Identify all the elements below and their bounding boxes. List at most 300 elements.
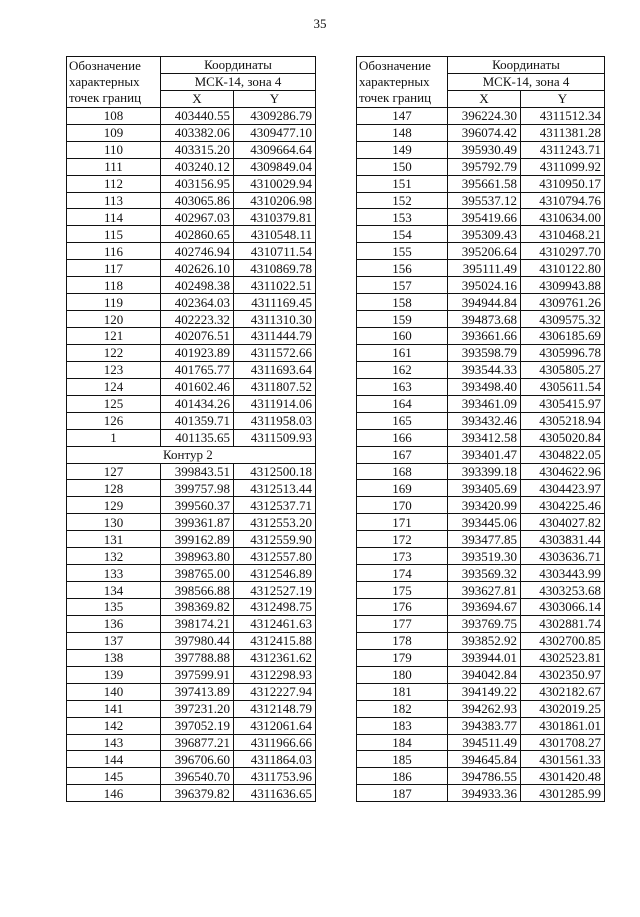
x-coordinate-cell: 398963.80 bbox=[161, 548, 234, 565]
point-id-cell: 169 bbox=[357, 480, 448, 497]
table-row bbox=[357, 277, 605, 294]
point-id-cell: 185 bbox=[357, 751, 448, 768]
table-row bbox=[67, 294, 316, 311]
table-row bbox=[357, 531, 605, 548]
point-id-cell: 108 bbox=[67, 107, 161, 124]
point-id-cell: 133 bbox=[67, 565, 161, 582]
header-x: X bbox=[161, 90, 234, 107]
x-coordinate-cell: 397231.20 bbox=[161, 700, 234, 717]
table-row bbox=[67, 209, 316, 226]
table-row bbox=[357, 294, 605, 311]
table-row bbox=[357, 666, 605, 683]
y-coordinate-cell: 4309849.04 bbox=[234, 158, 316, 175]
x-coordinate-cell: 395111.49 bbox=[448, 260, 521, 277]
point-id-cell: 161 bbox=[357, 344, 448, 361]
y-coordinate-cell: 4306185.69 bbox=[521, 328, 605, 345]
table-row bbox=[67, 599, 316, 616]
table-row bbox=[357, 649, 605, 666]
x-coordinate-cell: 394944.84 bbox=[448, 294, 521, 311]
header-point-label: Обозначение характерных точек границ bbox=[67, 57, 161, 108]
x-coordinate-cell: 401923.89 bbox=[161, 344, 234, 361]
point-id-cell: 143 bbox=[67, 734, 161, 751]
table-row bbox=[67, 175, 316, 192]
point-id-cell: 149 bbox=[357, 141, 448, 158]
point-id-cell: 137 bbox=[67, 632, 161, 649]
point-id-cell: 145 bbox=[67, 768, 161, 785]
table-row bbox=[357, 734, 605, 751]
x-coordinate-cell: 396074.42 bbox=[448, 124, 521, 141]
table-row bbox=[67, 260, 316, 277]
x-coordinate-cell: 403315.20 bbox=[161, 141, 234, 158]
y-coordinate-cell: 4302881.74 bbox=[521, 615, 605, 632]
point-id-cell: 162 bbox=[357, 361, 448, 378]
point-id-cell: 119 bbox=[67, 294, 161, 311]
y-coordinate-cell: 4312298.93 bbox=[234, 666, 316, 683]
table-row bbox=[357, 446, 605, 463]
point-id-cell: 170 bbox=[357, 497, 448, 514]
point-id-cell: 160 bbox=[357, 328, 448, 345]
point-id-cell: 180 bbox=[357, 666, 448, 683]
point-id-cell: 109 bbox=[67, 124, 161, 141]
x-coordinate-cell: 395792.79 bbox=[448, 158, 521, 175]
coordinates-table-right bbox=[356, 56, 605, 802]
y-coordinate-cell: 4304622.96 bbox=[521, 463, 605, 480]
x-coordinate-cell: 399560.37 bbox=[161, 497, 234, 514]
y-coordinate-cell: 4301861.01 bbox=[521, 717, 605, 734]
table-row bbox=[357, 615, 605, 632]
y-coordinate-cell: 4309761.26 bbox=[521, 294, 605, 311]
point-id-cell: 121 bbox=[67, 328, 161, 345]
x-coordinate-cell: 395419.66 bbox=[448, 209, 521, 226]
x-coordinate-cell: 393944.01 bbox=[448, 649, 521, 666]
x-coordinate-cell: 399361.87 bbox=[161, 514, 234, 531]
y-coordinate-cell: 4309664.64 bbox=[234, 141, 316, 158]
x-coordinate-cell: 402364.03 bbox=[161, 294, 234, 311]
y-coordinate-cell: 4311864.03 bbox=[234, 751, 316, 768]
x-coordinate-cell: 395930.49 bbox=[448, 141, 521, 158]
table-row bbox=[67, 158, 316, 175]
y-coordinate-cell: 4310122.80 bbox=[521, 260, 605, 277]
table-row bbox=[67, 328, 316, 345]
point-id-cell: 171 bbox=[357, 514, 448, 531]
table-row bbox=[67, 124, 316, 141]
table-row bbox=[357, 395, 605, 412]
point-id-cell: 141 bbox=[67, 700, 161, 717]
coordinates-table-left bbox=[66, 56, 316, 802]
y-coordinate-cell: 4311310.30 bbox=[234, 311, 316, 328]
x-coordinate-cell: 401602.46 bbox=[161, 378, 234, 395]
table-row bbox=[67, 141, 316, 158]
table-row bbox=[357, 243, 605, 260]
x-coordinate-cell: 394873.68 bbox=[448, 311, 521, 328]
y-coordinate-cell: 4303443.99 bbox=[521, 565, 605, 582]
page-number: 35 bbox=[313, 16, 327, 31]
y-coordinate-cell: 4309286.79 bbox=[234, 107, 316, 124]
x-coordinate-cell: 396540.70 bbox=[161, 768, 234, 785]
point-id-cell: 177 bbox=[357, 615, 448, 632]
point-id-cell: 150 bbox=[357, 158, 448, 175]
x-coordinate-cell: 397788.88 bbox=[161, 649, 234, 666]
point-id-cell: 158 bbox=[357, 294, 448, 311]
table-row bbox=[67, 768, 316, 785]
y-coordinate-cell: 4312513.44 bbox=[234, 480, 316, 497]
y-coordinate-cell: 4311243.71 bbox=[521, 141, 605, 158]
x-coordinate-cell: 397599.91 bbox=[161, 666, 234, 683]
x-coordinate-cell: 393412.58 bbox=[448, 429, 521, 446]
point-id-cell: 135 bbox=[67, 599, 161, 616]
x-coordinate-cell: 393769.75 bbox=[448, 615, 521, 632]
point-id-cell: 175 bbox=[357, 582, 448, 599]
y-coordinate-cell: 4311753.96 bbox=[234, 768, 316, 785]
point-id-cell: 123 bbox=[67, 361, 161, 378]
table-row bbox=[357, 328, 605, 345]
x-coordinate-cell: 393519.30 bbox=[448, 548, 521, 565]
table-row bbox=[67, 785, 316, 802]
table-row bbox=[357, 785, 605, 802]
y-coordinate-cell: 4312553.20 bbox=[234, 514, 316, 531]
x-coordinate-cell: 403065.86 bbox=[161, 192, 234, 209]
point-id-cell: 134 bbox=[67, 582, 161, 599]
table-row bbox=[357, 192, 605, 209]
point-id-cell: 178 bbox=[357, 632, 448, 649]
table-row bbox=[67, 683, 316, 700]
x-coordinate-cell: 401765.77 bbox=[161, 361, 234, 378]
point-id-cell: 182 bbox=[357, 700, 448, 717]
x-coordinate-cell: 394149.22 bbox=[448, 683, 521, 700]
x-coordinate-cell: 403156.95 bbox=[161, 175, 234, 192]
x-coordinate-cell: 394511.49 bbox=[448, 734, 521, 751]
contour-label: Контур 2 bbox=[67, 446, 316, 463]
table-row bbox=[357, 582, 605, 599]
y-coordinate-cell: 4310468.21 bbox=[521, 226, 605, 243]
table-row bbox=[357, 429, 605, 446]
point-id-cell: 184 bbox=[357, 734, 448, 751]
table-row bbox=[357, 209, 605, 226]
point-id-cell: 120 bbox=[67, 311, 161, 328]
y-coordinate-cell: 4303636.71 bbox=[521, 548, 605, 565]
y-coordinate-cell: 4305415.97 bbox=[521, 395, 605, 412]
header-y: Y bbox=[521, 90, 605, 107]
y-coordinate-cell: 4312227.94 bbox=[234, 683, 316, 700]
table-row bbox=[67, 412, 316, 429]
table-row bbox=[357, 158, 605, 175]
point-id-cell: 128 bbox=[67, 480, 161, 497]
x-coordinate-cell: 402967.03 bbox=[161, 209, 234, 226]
y-coordinate-cell: 4312148.79 bbox=[234, 700, 316, 717]
point-id-cell: 116 bbox=[67, 243, 161, 260]
header-y: Y bbox=[234, 90, 316, 107]
point-id-cell: 176 bbox=[357, 599, 448, 616]
point-id-cell: 153 bbox=[357, 209, 448, 226]
point-id-cell: 151 bbox=[357, 175, 448, 192]
table-row bbox=[357, 361, 605, 378]
point-id-cell: 117 bbox=[67, 260, 161, 277]
x-coordinate-cell: 403440.55 bbox=[161, 107, 234, 124]
table-row bbox=[357, 226, 605, 243]
x-coordinate-cell: 393498.40 bbox=[448, 378, 521, 395]
table-row bbox=[67, 734, 316, 751]
point-id-cell: 173 bbox=[357, 548, 448, 565]
x-coordinate-cell: 393852.92 bbox=[448, 632, 521, 649]
y-coordinate-cell: 4311512.34 bbox=[521, 107, 605, 124]
x-coordinate-cell: 397052.19 bbox=[161, 717, 234, 734]
y-coordinate-cell: 4302523.81 bbox=[521, 649, 605, 666]
x-coordinate-cell: 398566.88 bbox=[161, 582, 234, 599]
x-coordinate-cell: 394786.55 bbox=[448, 768, 521, 785]
x-coordinate-cell: 402746.94 bbox=[161, 243, 234, 260]
x-coordinate-cell: 396224.30 bbox=[448, 107, 521, 124]
y-coordinate-cell: 4302350.97 bbox=[521, 666, 605, 683]
x-coordinate-cell: 401135.65 bbox=[161, 429, 234, 446]
point-id-cell: 147 bbox=[357, 107, 448, 124]
point-id-cell: 181 bbox=[357, 683, 448, 700]
table-row bbox=[357, 514, 605, 531]
y-coordinate-cell: 4310206.98 bbox=[234, 192, 316, 209]
table-row bbox=[357, 311, 605, 328]
header-coords-system: МСК-14, зона 4 bbox=[448, 73, 605, 90]
x-coordinate-cell: 393401.47 bbox=[448, 446, 521, 463]
table-row bbox=[67, 615, 316, 632]
table-row bbox=[357, 344, 605, 361]
y-coordinate-cell: 4311572.66 bbox=[234, 344, 316, 361]
point-id-cell: 179 bbox=[357, 649, 448, 666]
table-row bbox=[357, 463, 605, 480]
x-coordinate-cell: 398765.00 bbox=[161, 565, 234, 582]
point-id-cell: 130 bbox=[67, 514, 161, 531]
x-coordinate-cell: 399843.51 bbox=[161, 463, 234, 480]
table-row bbox=[67, 582, 316, 599]
y-coordinate-cell: 4301708.27 bbox=[521, 734, 605, 751]
x-coordinate-cell: 396877.21 bbox=[161, 734, 234, 751]
x-coordinate-cell: 394262.93 bbox=[448, 700, 521, 717]
table-row bbox=[67, 700, 316, 717]
point-id-cell: 159 bbox=[357, 311, 448, 328]
table-row bbox=[357, 260, 605, 277]
point-id-cell: 113 bbox=[67, 192, 161, 209]
point-id-cell: 156 bbox=[357, 260, 448, 277]
y-coordinate-cell: 4311444.79 bbox=[234, 328, 316, 345]
point-id-cell: 129 bbox=[67, 497, 161, 514]
y-coordinate-cell: 4312061.64 bbox=[234, 717, 316, 734]
x-coordinate-cell: 402223.32 bbox=[161, 311, 234, 328]
x-coordinate-cell: 393461.09 bbox=[448, 395, 521, 412]
point-id-cell: 118 bbox=[67, 277, 161, 294]
x-coordinate-cell: 394042.84 bbox=[448, 666, 521, 683]
point-id-cell: 155 bbox=[357, 243, 448, 260]
y-coordinate-cell: 4301420.48 bbox=[521, 768, 605, 785]
x-coordinate-cell: 395309.43 bbox=[448, 226, 521, 243]
x-coordinate-cell: 393627.81 bbox=[448, 582, 521, 599]
y-coordinate-cell: 4310634.00 bbox=[521, 209, 605, 226]
table-row bbox=[67, 277, 316, 294]
point-id-cell: 110 bbox=[67, 141, 161, 158]
x-coordinate-cell: 395537.12 bbox=[448, 192, 521, 209]
point-id-cell: 112 bbox=[67, 175, 161, 192]
table-row bbox=[67, 497, 316, 514]
point-id-cell: 183 bbox=[357, 717, 448, 734]
point-id-cell: 124 bbox=[67, 378, 161, 395]
table-row bbox=[357, 107, 605, 124]
y-coordinate-cell: 4312500.18 bbox=[234, 463, 316, 480]
y-coordinate-cell: 4303831.44 bbox=[521, 531, 605, 548]
header-x: X bbox=[448, 90, 521, 107]
point-id-cell: 127 bbox=[67, 463, 161, 480]
y-coordinate-cell: 4309575.32 bbox=[521, 311, 605, 328]
point-id-cell: 1 bbox=[67, 429, 161, 446]
x-coordinate-cell: 395206.64 bbox=[448, 243, 521, 260]
x-coordinate-cell: 401434.26 bbox=[161, 395, 234, 412]
table-row bbox=[67, 480, 316, 497]
x-coordinate-cell: 393661.66 bbox=[448, 328, 521, 345]
y-coordinate-cell: 4301561.33 bbox=[521, 751, 605, 768]
y-coordinate-cell: 4312537.71 bbox=[234, 497, 316, 514]
table-row bbox=[357, 599, 605, 616]
x-coordinate-cell: 397413.89 bbox=[161, 683, 234, 700]
table-row bbox=[67, 565, 316, 582]
table-row bbox=[67, 395, 316, 412]
point-id-cell: 154 bbox=[357, 226, 448, 243]
table-row bbox=[67, 192, 316, 209]
y-coordinate-cell: 4312361.62 bbox=[234, 649, 316, 666]
y-coordinate-cell: 4311914.06 bbox=[234, 395, 316, 412]
point-id-cell: 122 bbox=[67, 344, 161, 361]
y-coordinate-cell: 4310379.81 bbox=[234, 209, 316, 226]
table-row bbox=[67, 361, 316, 378]
table-row bbox=[357, 378, 605, 395]
x-coordinate-cell: 393477.85 bbox=[448, 531, 521, 548]
point-id-cell: 125 bbox=[67, 395, 161, 412]
y-coordinate-cell: 4305218.94 bbox=[521, 412, 605, 429]
x-coordinate-cell: 398369.82 bbox=[161, 599, 234, 616]
x-coordinate-cell: 393420.99 bbox=[448, 497, 521, 514]
table-row bbox=[357, 124, 605, 141]
y-coordinate-cell: 4310794.76 bbox=[521, 192, 605, 209]
x-coordinate-cell: 403382.06 bbox=[161, 124, 234, 141]
table-row bbox=[357, 497, 605, 514]
point-id-cell: 139 bbox=[67, 666, 161, 683]
table-row bbox=[357, 141, 605, 158]
point-id-cell: 144 bbox=[67, 751, 161, 768]
table-row bbox=[67, 751, 316, 768]
point-id-cell: 146 bbox=[67, 785, 161, 802]
x-coordinate-cell: 402076.51 bbox=[161, 328, 234, 345]
y-coordinate-cell: 4311099.92 bbox=[521, 158, 605, 175]
table-row bbox=[67, 717, 316, 734]
y-coordinate-cell: 4311509.93 bbox=[234, 429, 316, 446]
y-coordinate-cell: 4304423.97 bbox=[521, 480, 605, 497]
y-coordinate-cell: 4311807.52 bbox=[234, 378, 316, 395]
x-coordinate-cell: 393544.33 bbox=[448, 361, 521, 378]
point-id-cell: 166 bbox=[357, 429, 448, 446]
point-id-cell: 136 bbox=[67, 615, 161, 632]
header-coords-system: МСК-14, зона 4 bbox=[161, 73, 316, 90]
y-coordinate-cell: 4305805.27 bbox=[521, 361, 605, 378]
y-coordinate-cell: 4312557.80 bbox=[234, 548, 316, 565]
y-coordinate-cell: 4310711.54 bbox=[234, 243, 316, 260]
x-coordinate-cell: 396706.60 bbox=[161, 751, 234, 768]
y-coordinate-cell: 4312527.19 bbox=[234, 582, 316, 599]
x-coordinate-cell: 393569.32 bbox=[448, 565, 521, 582]
y-coordinate-cell: 4309943.88 bbox=[521, 277, 605, 294]
table-row bbox=[357, 717, 605, 734]
y-coordinate-cell: 4309477.10 bbox=[234, 124, 316, 141]
table-row bbox=[67, 378, 316, 395]
y-coordinate-cell: 4312546.89 bbox=[234, 565, 316, 582]
y-coordinate-cell: 4311169.45 bbox=[234, 294, 316, 311]
x-coordinate-cell: 395661.58 bbox=[448, 175, 521, 192]
table-row bbox=[357, 565, 605, 582]
y-coordinate-cell: 4312559.90 bbox=[234, 531, 316, 548]
point-id-cell: 165 bbox=[357, 412, 448, 429]
x-coordinate-cell: 396379.82 bbox=[161, 785, 234, 802]
y-coordinate-cell: 4311022.51 bbox=[234, 277, 316, 294]
y-coordinate-cell: 4311958.03 bbox=[234, 412, 316, 429]
y-coordinate-cell: 4304225.46 bbox=[521, 497, 605, 514]
x-coordinate-cell: 394933.36 bbox=[448, 785, 521, 802]
point-id-cell: 114 bbox=[67, 209, 161, 226]
table-row bbox=[357, 751, 605, 768]
point-id-cell: 115 bbox=[67, 226, 161, 243]
x-coordinate-cell: 395024.16 bbox=[448, 277, 521, 294]
contour-header-row bbox=[67, 446, 316, 463]
x-coordinate-cell: 402626.10 bbox=[161, 260, 234, 277]
x-coordinate-cell: 393598.79 bbox=[448, 344, 521, 361]
table-row bbox=[67, 243, 316, 260]
point-id-cell: 187 bbox=[357, 785, 448, 802]
point-id-cell: 168 bbox=[357, 463, 448, 480]
header-point-label: Обозначение характерных точек границ bbox=[357, 57, 448, 108]
point-id-cell: 172 bbox=[357, 531, 448, 548]
table-row bbox=[357, 683, 605, 700]
y-coordinate-cell: 4304027.82 bbox=[521, 514, 605, 531]
point-id-cell: 174 bbox=[357, 565, 448, 582]
y-coordinate-cell: 4303253.68 bbox=[521, 582, 605, 599]
x-coordinate-cell: 393694.67 bbox=[448, 599, 521, 616]
point-id-cell: 132 bbox=[67, 548, 161, 565]
table-row bbox=[357, 412, 605, 429]
y-coordinate-cell: 4312498.75 bbox=[234, 599, 316, 616]
y-coordinate-cell: 4311381.28 bbox=[521, 124, 605, 141]
y-coordinate-cell: 4310869.78 bbox=[234, 260, 316, 277]
x-coordinate-cell: 394383.77 bbox=[448, 717, 521, 734]
table-row bbox=[67, 548, 316, 565]
x-coordinate-cell: 399162.89 bbox=[161, 531, 234, 548]
point-id-cell: 186 bbox=[357, 768, 448, 785]
y-coordinate-cell: 4311966.66 bbox=[234, 734, 316, 751]
table-row bbox=[67, 107, 316, 124]
y-coordinate-cell: 4302182.67 bbox=[521, 683, 605, 700]
header-coords-title: Координаты bbox=[448, 57, 605, 74]
table-row bbox=[67, 632, 316, 649]
table-row bbox=[67, 666, 316, 683]
header-coords-title: Координаты bbox=[161, 57, 316, 74]
y-coordinate-cell: 4304822.05 bbox=[521, 446, 605, 463]
y-coordinate-cell: 4302700.85 bbox=[521, 632, 605, 649]
y-coordinate-cell: 4310297.70 bbox=[521, 243, 605, 260]
x-coordinate-cell: 399757.98 bbox=[161, 480, 234, 497]
point-id-cell: 164 bbox=[357, 395, 448, 412]
x-coordinate-cell: 394645.84 bbox=[448, 751, 521, 768]
y-coordinate-cell: 4312415.88 bbox=[234, 632, 316, 649]
point-id-cell: 131 bbox=[67, 531, 161, 548]
point-id-cell: 148 bbox=[357, 124, 448, 141]
y-coordinate-cell: 4305996.78 bbox=[521, 344, 605, 361]
y-coordinate-cell: 4311693.64 bbox=[234, 361, 316, 378]
table-row bbox=[67, 429, 316, 446]
x-coordinate-cell: 402860.65 bbox=[161, 226, 234, 243]
y-coordinate-cell: 4310548.11 bbox=[234, 226, 316, 243]
x-coordinate-cell: 398174.21 bbox=[161, 615, 234, 632]
